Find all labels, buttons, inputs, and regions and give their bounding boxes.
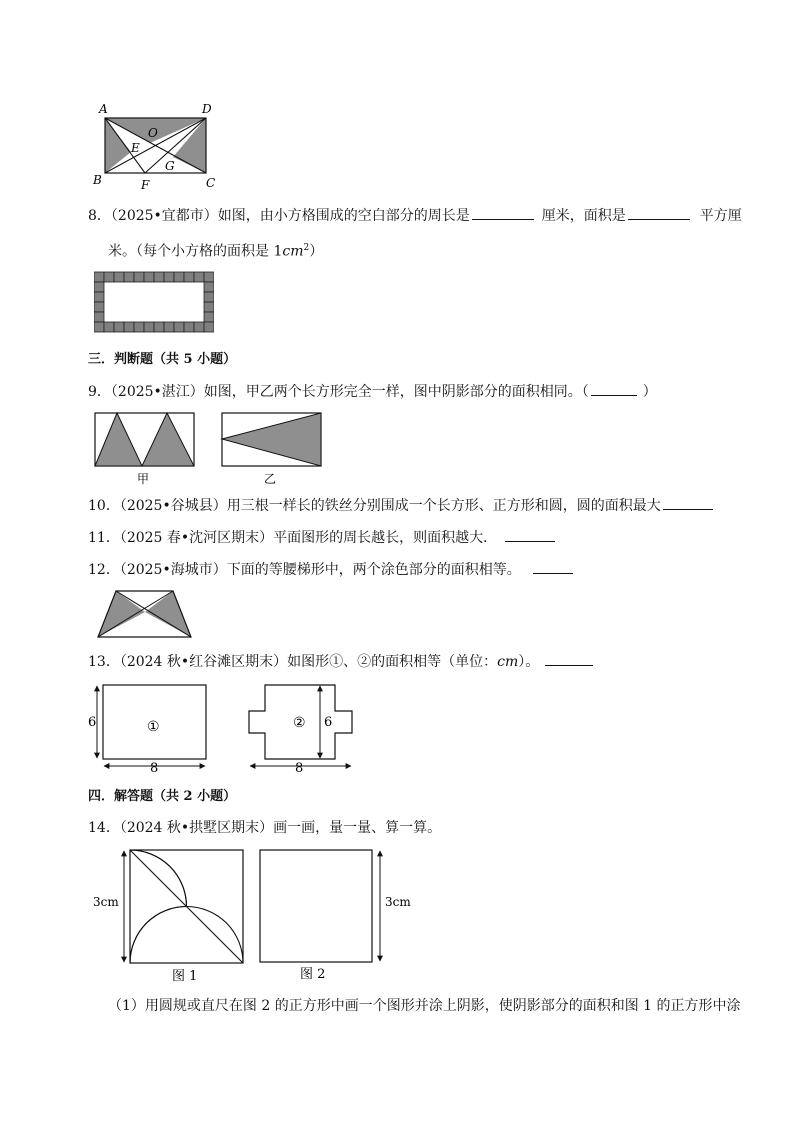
q13-blank — [545, 651, 593, 666]
fig2-caption: 图 2 — [300, 967, 326, 982]
grid-square — [94, 292, 104, 302]
q10-line — [88, 495, 713, 516]
grid-square — [114, 272, 124, 282]
shape-2-height-label: 6 — [324, 715, 333, 730]
q8-grid-frame — [94, 268, 214, 336]
q9-blank — [591, 381, 637, 396]
q8-text-mid: 厘米，面积是 — [541, 208, 626, 224]
q14-text: 14．（2024 秋•拱墅区期末）画一画，量一量、算一算。 — [88, 820, 442, 836]
q8-line2 — [108, 238, 323, 262]
q10-text: 10．（2025•谷城县）用三根一样长的铁丝分别围成一个长方形、正方形和圆，圆的面积最大 — [88, 498, 661, 514]
q8-text-suffix: 平方厘 — [699, 208, 742, 224]
grid-square — [124, 322, 134, 332]
grid-square — [144, 272, 154, 282]
q14-figures — [88, 845, 418, 985]
shade-left-triangle — [98, 591, 145, 637]
grid-square — [94, 272, 104, 282]
shape-1-height-label: 6 — [88, 715, 97, 730]
q12-text: 12．（2025•海城市）下面的等腰梯形中，两个涂色部分的面积相等。 — [88, 562, 521, 578]
label-jia: 甲 — [137, 472, 150, 486]
label-e: E — [131, 141, 140, 155]
grid-square — [184, 272, 194, 282]
grid-square — [204, 282, 214, 292]
grid-square — [94, 322, 104, 332]
shape-2-label: ② — [293, 715, 306, 731]
q8-line2-suffix: ） — [309, 243, 324, 260]
fig1-left-arc — [130, 850, 187, 963]
grid-square — [134, 322, 144, 332]
q12-blank — [533, 559, 573, 574]
q13-figures — [88, 680, 368, 772]
q8-unit: cm — [282, 243, 304, 260]
grid-square — [204, 312, 214, 322]
grid-square — [94, 302, 104, 312]
grid-square — [104, 322, 114, 332]
grid-square — [204, 292, 214, 302]
grid-square — [174, 322, 184, 332]
q13-line — [88, 651, 593, 672]
q9-figures — [94, 412, 334, 487]
grid-square — [164, 322, 174, 332]
label-f: F — [141, 178, 150, 192]
label-yi: 乙 — [264, 472, 277, 486]
q13-close: ）。 — [518, 654, 540, 670]
q11-blank — [505, 527, 555, 542]
label-a: A — [99, 102, 108, 116]
q9-line — [88, 381, 657, 402]
grid-square — [134, 272, 144, 282]
grid-square — [204, 322, 214, 332]
grid-square — [104, 272, 114, 282]
q8-line2-prefix: 米。（每个小方格的面积是 1 — [108, 243, 283, 260]
shape-2-width-label: 8 — [295, 761, 304, 772]
q10-blank — [663, 495, 713, 510]
q14-part1-text: （1）用圆规或直尺在图 2 的正方形中画一个图形并涂上阴影，使阴影部分的面积和图 1 的正方形中涂 — [108, 998, 741, 1014]
q9-close: ） — [642, 384, 657, 400]
grid-square — [184, 322, 194, 332]
q13-unit: cm — [497, 654, 519, 670]
shape-1-width-label: 8 — [150, 761, 159, 772]
grid-square — [204, 302, 214, 312]
q12-line — [88, 559, 573, 580]
q14-part1 — [108, 996, 741, 1016]
shape-1-label: ① — [147, 719, 160, 735]
q11-text: 11．（2025 春•沈河区期末）平面图形的周长越长，则面积越大． — [88, 530, 498, 546]
q8-sup: 2 — [303, 243, 310, 253]
grid-square — [164, 272, 174, 282]
q8-line1 — [88, 205, 742, 226]
grid-square — [194, 272, 204, 282]
q12-trapezoid-figure — [95, 588, 195, 640]
grid-square — [144, 322, 154, 332]
grid-square — [204, 272, 214, 282]
label-c: C — [206, 176, 216, 190]
q9-text: 9．（2025•湛江）如图，甲乙两个长方形完全一样，图中阴影部分的面积相同。（ — [88, 384, 589, 400]
fig2-side-label: 3cm — [385, 895, 411, 909]
q8-blank-perimeter — [472, 205, 534, 220]
grid-square — [124, 272, 134, 282]
shade-right-triangle — [145, 591, 191, 637]
grid-square — [94, 312, 104, 322]
section4-title: 四．解答题（共 2 小题） — [88, 789, 237, 804]
q13-text: 13．（2024 秋•红谷滩区期末）如图形①、②的面积相等（单位： — [88, 654, 498, 670]
grid-square — [114, 322, 124, 332]
q14-line — [88, 818, 441, 838]
label-b: B — [93, 173, 102, 187]
fig2-square — [260, 850, 372, 962]
q7-rectangle-figure — [88, 100, 228, 192]
grid-square — [94, 282, 104, 292]
grid-square — [154, 272, 164, 282]
q8-blank-area — [628, 205, 690, 220]
label-o: O — [148, 126, 158, 140]
fig1-lower-semicircle — [130, 907, 243, 964]
label-g: G — [165, 159, 175, 173]
fig1-side-label: 3cm — [93, 895, 119, 909]
fig1-caption: 图 1 — [172, 969, 198, 984]
label-d: D — [202, 102, 212, 116]
q8-text-prefix: 8．（2025•宜都市）如图，由小方格围成的空白部分的周长是 — [88, 208, 470, 224]
grid-square — [154, 322, 164, 332]
grid-square — [174, 272, 184, 282]
section3-title: 三．判断题（共 5 小题） — [88, 352, 237, 367]
q11-line — [88, 527, 555, 548]
grid-square — [194, 322, 204, 332]
